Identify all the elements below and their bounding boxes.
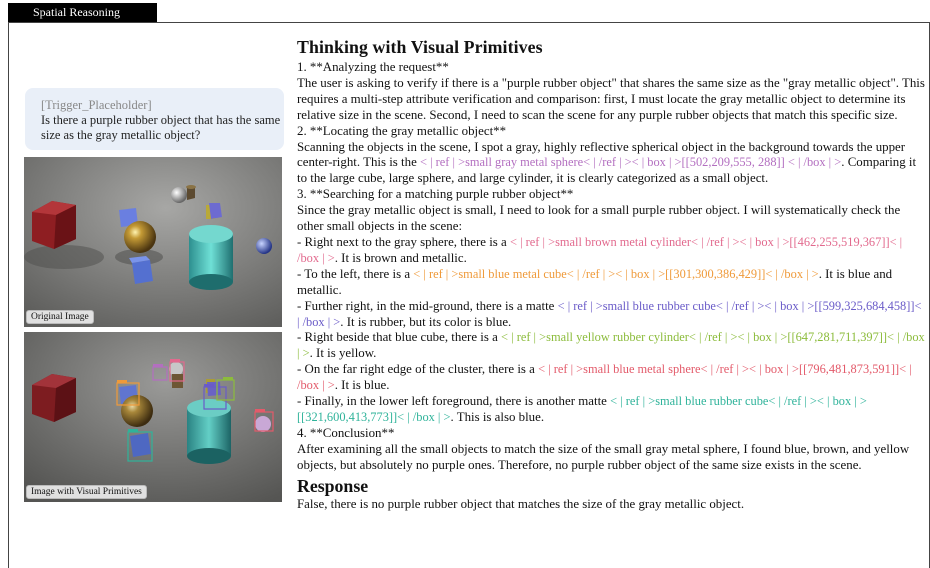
- reasoning-content: [297, 36, 925, 512]
- response-text: False, there is no purple rubber object that matches the size of the gray metallic object.: [297, 496, 745, 511]
- step3-intro: Since the gray metallic object is small, I need to look for a small purple rubber object. I will systematically check the other small objects in the scene:: [297, 203, 901, 234]
- reasoning-title: Thinking with Visual Primitives: [297, 37, 543, 57]
- step2-text-a: Scanning the objects in the scene, I spot a gray, highly reflective spherical object in the background towards the upper center-right. This is the: [297, 139, 906, 170]
- ref-blue-rubber-cube: < | ref | >small blue rubber cube< | /ref | >< | box | >[[599,325,684,458]]< | /box | >: [297, 298, 922, 329]
- step2-text-b: . Comparing it to the large cube, large sphere, and large cylinder, it is clearly categorized as a small object.: [297, 155, 917, 186]
- item-text: . It is brown and metallic.: [334, 250, 467, 265]
- original-image: [24, 157, 282, 327]
- step2-text: [297, 140, 925, 188]
- item-text: . It is rubber, but its color is blue.: [340, 314, 512, 329]
- original-image-caption: Original Image: [26, 310, 94, 324]
- list-item: [297, 362, 925, 394]
- primitives-image-caption: Image with Visual Primitives: [26, 485, 147, 499]
- step1-text: The user is asking to verify if there is a "purple rubber object" that shares the same size as the "gray metallic object". This requires a multi-step attribute verification and comparison: first, I must locate the gray metallic object to determine its relative size in the scene. Second, I need to scan the scene for any purple rubber objects that match this specific size.: [297, 75, 925, 122]
- step3-heading: 3. **Searching for a matching purple rubber object**: [297, 187, 574, 202]
- item-text: - Right next to the gray sphere, there is a: [297, 234, 510, 249]
- section-tag: Spatial Reasoning: [8, 3, 157, 22]
- ref-yellow-rubber-cylinder: < | ref | >small yellow rubber cylinder< | /ref | >< | box | >[[647,281,711,397]]< | /box | >: [297, 330, 925, 361]
- item-text: - Finally, in the lower left foreground, there is another matte: [297, 394, 611, 409]
- user-question: Is there a purple rubber object that has the same size as the gray metallic object?: [41, 113, 281, 142]
- list-item: [297, 235, 925, 267]
- step4-heading: 4. **Conclusion**: [297, 425, 395, 440]
- ref-brown-metal-cylinder: < | ref | >small brown metal cylinder< | /ref | >< | box | >[[462,255,519,367]]< | /box | >: [297, 234, 903, 265]
- item-text: . It is blue.: [334, 378, 390, 393]
- list-item: [297, 267, 925, 299]
- step1-heading: 1. **Analyzing the request**: [297, 60, 449, 74]
- user-prompt-bubble: [25, 88, 284, 150]
- item-text: - On the far right edge of the cluster, there is a: [297, 362, 539, 377]
- item-text: - Further right, in the mid-ground, there is a matte: [297, 298, 558, 313]
- list-item: [297, 299, 925, 331]
- ref-blue-rubber-cube-foreground: < | ref | >small blue rubber cube< | /ref | >< | box | >[[321,600,413,773]]< | /box | >: [297, 394, 867, 424]
- primitives-image: [24, 332, 282, 502]
- item-text: - To the left, there is a: [297, 266, 414, 281]
- list-item: [297, 394, 925, 426]
- item-text: . It is blue and metallic.: [297, 266, 893, 297]
- ref-blue-metal-cube: < | ref | >small blue metal cube< | /ref | >< | box | >[[301,300,386,429]]< | /box | >: [413, 266, 819, 281]
- item-text: - Right beside that blue cube, there is a: [297, 330, 502, 345]
- item-text: . This is also blue.: [450, 409, 545, 424]
- list-item: [297, 330, 925, 362]
- response-title: Response: [297, 475, 369, 496]
- step2-heading: 2. **Locating the gray metallic object**: [297, 123, 507, 138]
- trigger-placeholder: [Trigger_Placeholder]: [41, 98, 152, 112]
- ref-gray-metal-sphere: < | ref | >small gray metal sphere< | /ref | >< | box | >[[502,209,555, 288]] < | /box | >: [420, 155, 842, 170]
- ref-blue-metal-sphere: < | ref | >small blue metal sphere< | /ref | >< | box | >[[796,481,873,591]]< | /box | >: [297, 362, 912, 393]
- step4-text: After examining all the small objects to match the size of the small gray metal sphere, I found blue, brown, and yellow objects, but absolutely no purple ones. Therefore, no purple rubber object of the same size exists in the scene.: [297, 441, 910, 472]
- item-text: . It is yellow.: [309, 346, 377, 361]
